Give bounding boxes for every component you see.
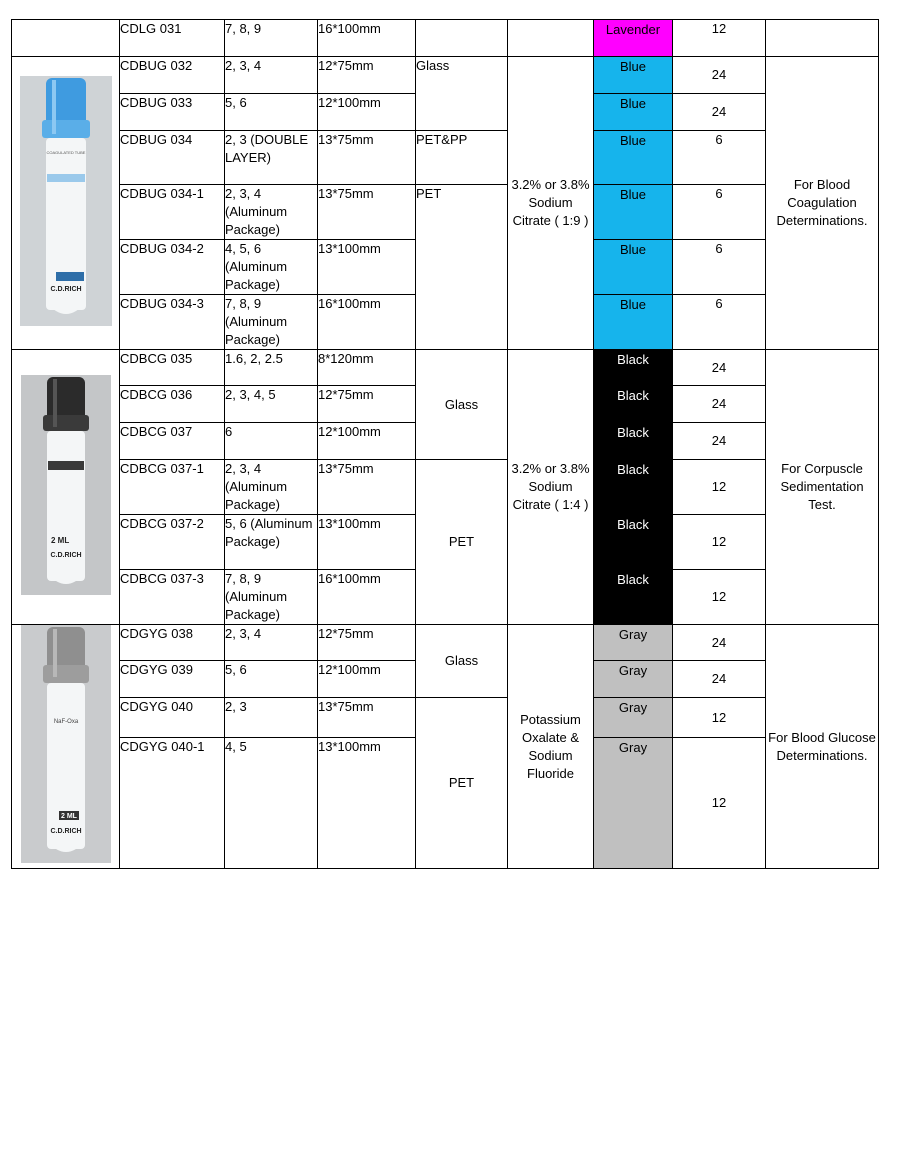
tube-dimension: 13*75mm bbox=[318, 131, 416, 185]
cap-color-label: Blue bbox=[619, 96, 647, 111]
pack-quantity: 6 bbox=[673, 295, 766, 350]
cap-color-label: Blue bbox=[619, 242, 647, 257]
product-code: CDBCG 037-1 bbox=[120, 460, 225, 515]
product-code: CDGYG 039 bbox=[120, 661, 225, 698]
pack-quantity: 12 bbox=[673, 460, 766, 515]
tube-dimension: 12*100mm bbox=[318, 661, 416, 698]
cap-color-label: Blue bbox=[619, 297, 647, 312]
additive-cell: 3.2% or 3.8% Sodium Citrate ( 1:9 ) bbox=[508, 57, 594, 350]
material-cell bbox=[416, 20, 508, 57]
tube-dimension: 8*120mm bbox=[318, 350, 416, 386]
tube-dimension: 16*100mm bbox=[318, 570, 416, 625]
tube-dimension: 12*75mm bbox=[318, 625, 416, 661]
cap-color-cell bbox=[594, 423, 673, 460]
additive-cell bbox=[508, 20, 594, 57]
product-code: CDBCG 037-3 bbox=[120, 570, 225, 625]
product-image-cell bbox=[12, 57, 120, 350]
tube-dimension: 13*75mm bbox=[318, 185, 416, 240]
cap-color-label: Black bbox=[617, 462, 649, 477]
tube-dimension: 13*100mm bbox=[318, 738, 416, 869]
cap-color-cell bbox=[594, 460, 673, 515]
table-row bbox=[12, 185, 879, 240]
cap-color-cell bbox=[594, 738, 673, 869]
tube-sizes: 1.6, 2, 2.5 bbox=[225, 350, 318, 386]
material-cell: PET&PP bbox=[416, 131, 508, 185]
product-code: CDGYG 038 bbox=[120, 625, 225, 661]
cap-color-label: Lavender bbox=[605, 22, 661, 37]
product-code: CDGYG 040-1 bbox=[120, 738, 225, 869]
material-cell: Glass bbox=[416, 57, 508, 131]
tube-sizes: 7, 8, 9 (Aluminum Package) bbox=[225, 570, 318, 625]
material-cell: Glass bbox=[416, 625, 508, 698]
product-code: CDBUG 034-1 bbox=[120, 185, 225, 240]
tube-sizes: 5, 6 bbox=[225, 94, 318, 131]
product-image-cell bbox=[12, 350, 120, 625]
cap-color-cell bbox=[594, 661, 673, 698]
cap-color-label: Gray bbox=[618, 740, 648, 755]
table-row bbox=[12, 460, 879, 515]
pack-quantity: 24 bbox=[673, 57, 766, 94]
tube-sizes: 2, 3, 4 (Aluminum Package) bbox=[225, 460, 318, 515]
pack-quantity: 6 bbox=[673, 240, 766, 295]
table-row bbox=[12, 625, 879, 661]
cap-color-label: Gray bbox=[618, 663, 648, 678]
product-code: CDBCG 037 bbox=[120, 423, 225, 460]
material-cell: PET bbox=[416, 698, 508, 869]
cap-color-cell bbox=[594, 185, 673, 240]
tube-sizes: 2, 3, 4, 5 bbox=[225, 386, 318, 423]
cap-color-cell bbox=[594, 570, 673, 625]
table-row bbox=[12, 20, 879, 57]
pack-quantity: 24 bbox=[673, 94, 766, 131]
additive-cell: Potassium Oxalate & Sodium Fluoride bbox=[508, 625, 594, 869]
product-code: CDGYG 040 bbox=[120, 698, 225, 738]
cap-color-cell bbox=[594, 386, 673, 423]
pack-quantity: 12 bbox=[673, 20, 766, 57]
material-cell: Glass bbox=[416, 350, 508, 460]
additive-cell: 3.2% or 3.8% Sodium Citrate ( 1:4 ) bbox=[508, 350, 594, 625]
pack-quantity: 6 bbox=[673, 131, 766, 185]
blood-collection-tube-gray-cap-icon bbox=[21, 625, 111, 863]
pack-quantity: 24 bbox=[673, 423, 766, 460]
cap-color-label: Black bbox=[617, 425, 649, 440]
cap-color-cell bbox=[594, 94, 673, 131]
svg-text:C.D.RICH: C.D.RICH bbox=[49, 285, 82, 293]
cap-color-label: Gray bbox=[618, 627, 648, 642]
tube-sizes: 2, 3, 4 (Aluminum Package) bbox=[225, 185, 318, 240]
product-code: CDBUG 034 bbox=[120, 131, 225, 185]
tube-sizes: 7, 8, 9 bbox=[225, 20, 318, 57]
tube-sizes: 2, 3 bbox=[225, 698, 318, 738]
product-code: CDBCG 036 bbox=[120, 386, 225, 423]
product-code: CDBUG 034-3 bbox=[120, 295, 225, 350]
cap-color-label: Blue bbox=[619, 133, 647, 148]
tube-sizes: 2, 3 (DOUBLE LAYER) bbox=[225, 131, 318, 185]
svg-text:C.D.RICH: C.D.RICH bbox=[49, 551, 82, 559]
cap-color-cell bbox=[594, 57, 673, 94]
product-code: CDBUG 032 bbox=[120, 57, 225, 94]
table-row bbox=[12, 57, 879, 94]
pack-quantity: 12 bbox=[673, 570, 766, 625]
tube-sizes: 5, 6 (Aluminum Package) bbox=[225, 515, 318, 570]
cap-color-label: Blue bbox=[619, 59, 647, 74]
tube-sizes: 2, 3, 4 bbox=[225, 57, 318, 94]
cap-color-cell bbox=[594, 625, 673, 661]
cap-color-label: Black bbox=[617, 517, 649, 532]
tube-dimension: 16*100mm bbox=[318, 295, 416, 350]
blood-collection-tube-blue-cap-icon bbox=[20, 76, 112, 326]
tube-sizes: 6 bbox=[225, 423, 318, 460]
tube-dimension: 12*75mm bbox=[318, 57, 416, 94]
cap-color-label: Blue bbox=[619, 187, 647, 202]
tube-dimension: 13*75mm bbox=[318, 460, 416, 515]
svg-text:2 ML: 2 ML bbox=[50, 535, 69, 545]
tube-sizes: 5, 6 bbox=[225, 661, 318, 698]
application-cell: For Blood Glucose Determinations. bbox=[766, 625, 879, 869]
svg-text:2 ML: 2 ML bbox=[60, 813, 77, 820]
pack-quantity: 24 bbox=[673, 386, 766, 423]
tube-sizes: 4, 5, 6 (Aluminum Package) bbox=[225, 240, 318, 295]
cap-color-label: Black bbox=[617, 572, 649, 587]
cap-color-cell bbox=[594, 20, 673, 57]
tube-dimension: 12*100mm bbox=[318, 423, 416, 460]
cap-color-cell bbox=[594, 350, 673, 386]
cap-color-label: Black bbox=[617, 388, 649, 403]
product-spec-table bbox=[11, 19, 879, 869]
tube-dimension: 13*100mm bbox=[318, 515, 416, 570]
table-row bbox=[12, 350, 879, 386]
pack-quantity: 12 bbox=[673, 738, 766, 869]
product-code: CDBCG 035 bbox=[120, 350, 225, 386]
image-cell bbox=[12, 20, 120, 57]
svg-text:COAGULATED TUBE: COAGULATED TUBE bbox=[46, 149, 85, 155]
table-row bbox=[12, 131, 879, 185]
application-cell: For Blood Coagulation Determinations. bbox=[766, 57, 879, 350]
product-code: CDBUG 034-2 bbox=[120, 240, 225, 295]
blood-collection-tube-black-cap-icon bbox=[21, 375, 111, 595]
svg-text:NaF-Oxa: NaF-Oxa bbox=[53, 719, 78, 725]
cap-color-label: Black bbox=[617, 352, 649, 367]
product-image-cell bbox=[12, 625, 120, 869]
tube-sizes: 7, 8, 9 (Aluminum Package) bbox=[225, 295, 318, 350]
cap-color-cell bbox=[594, 295, 673, 350]
product-code: CDBUG 033 bbox=[120, 94, 225, 131]
product-code: CDLG 031 bbox=[120, 20, 225, 57]
table-row bbox=[12, 698, 879, 738]
cap-color-cell bbox=[594, 131, 673, 185]
cap-color-cell bbox=[594, 240, 673, 295]
tube-sizes: 2, 3, 4 bbox=[225, 625, 318, 661]
tube-dimension: 13*75mm bbox=[318, 698, 416, 738]
pack-quantity: 24 bbox=[673, 350, 766, 386]
material-cell: PET bbox=[416, 185, 508, 350]
application-cell: For Corpuscle Sedimentation Test. bbox=[766, 350, 879, 625]
application-cell bbox=[766, 20, 879, 57]
product-code: CDBCG 037-2 bbox=[120, 515, 225, 570]
cap-color-cell bbox=[594, 698, 673, 738]
pack-quantity: 6 bbox=[673, 185, 766, 240]
pack-quantity: 12 bbox=[673, 698, 766, 738]
cap-color-label: Gray bbox=[618, 700, 648, 715]
pack-quantity: 12 bbox=[673, 515, 766, 570]
tube-dimension: 12*100mm bbox=[318, 94, 416, 131]
tube-dimension: 16*100mm bbox=[318, 20, 416, 57]
svg-text:C.D.RICH: C.D.RICH bbox=[49, 828, 82, 835]
pack-quantity: 24 bbox=[673, 661, 766, 698]
material-cell: PET bbox=[416, 460, 508, 625]
cap-color-cell bbox=[594, 515, 673, 570]
tube-dimension: 12*75mm bbox=[318, 386, 416, 423]
tube-sizes: 4, 5 bbox=[225, 738, 318, 869]
pack-quantity: 24 bbox=[673, 625, 766, 661]
tube-dimension: 13*100mm bbox=[318, 240, 416, 295]
